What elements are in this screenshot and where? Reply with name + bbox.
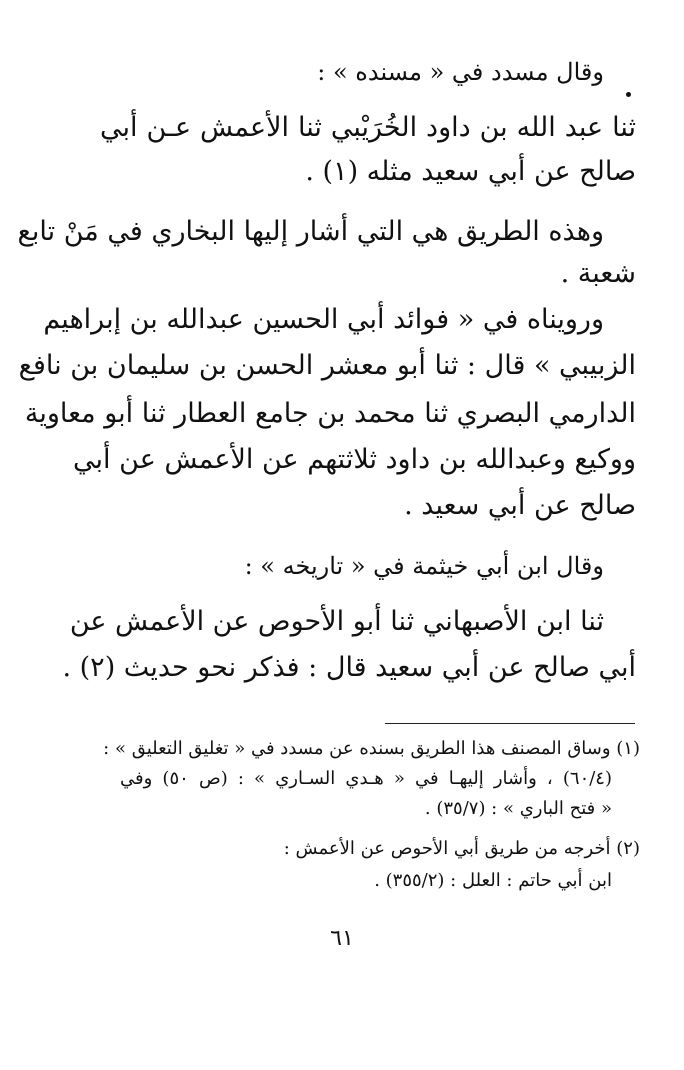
paragraph-4-line-1: ثنا ابن الأصبهاني ثنا أبو الأحوص عن الأعمش عن [69, 606, 604, 637]
paragraph-1-line-1: ثنا عبد الله بن داود الخُرَيْبي ثنا الأعمش عـن أبي [100, 112, 636, 143]
footnote-2-line-1: (٢) أخرجه من طريق أبي الأحوص عن الأعمش : [283, 838, 640, 859]
footnote-1-line-1: (١) وساق المصنف هذا الطريق بسنده عن مسدد في « تغليق التعليق » : [103, 738, 640, 759]
paragraph-3-line-2: الزبيبي » قال : ثنا أبو معشر الحسن بن سليمان بن نافع [18, 350, 636, 381]
paragraph-1-intro: وقال مسدد في « مسنده » : [317, 58, 604, 86]
paragraph-3-line-3: الدارمي البصري ثنا محمد بن جامع العطار ثنا أبو معاوية [24, 398, 636, 429]
paragraph-4-line-2: أبي صالح عن أبي سعيد قال : فذكر نحو حديث (٢) . [62, 652, 636, 683]
margin-dot [626, 92, 631, 97]
paragraph-1-line-2: صالح عن أبي سعيد مثله (١) . [305, 156, 636, 187]
paragraph-3-line-4: ووكيع وعبدالله بن داود ثلاثتهم عن الأعمش عن أبي [73, 444, 636, 475]
footnote-2-line-2: ابن أبي حاتم : العلل : (٣٥٥/٢) . [374, 870, 612, 891]
footnote-1-line-3: « فتح الباري » : (٣٥/٧) . [424, 798, 612, 819]
paragraph-3-line-1: ورويناه في « فوائد أبي الحسين عبدالله بن إبراهيم [43, 304, 604, 335]
page-number: ٦١ [330, 926, 354, 951]
footnote-1-line-2: (٦٠/٤) ، وأشار إليهـا في « هـدي السـاري » : (ص ٥٠) وفي [120, 768, 613, 789]
paragraph-3-line-5: صالح عن أبي سعيد . [404, 490, 636, 521]
paragraph-2-line-2: شعبة . [560, 258, 636, 289]
paragraph-4-intro: وقال ابن أبي خيثمة في « تاريخه » : [244, 552, 604, 580]
footnote-separator [385, 723, 635, 724]
paragraph-2-line-1: وهذه الطريق هي التي أشار إليها البخاري في مَنْ تابع [17, 216, 604, 247]
